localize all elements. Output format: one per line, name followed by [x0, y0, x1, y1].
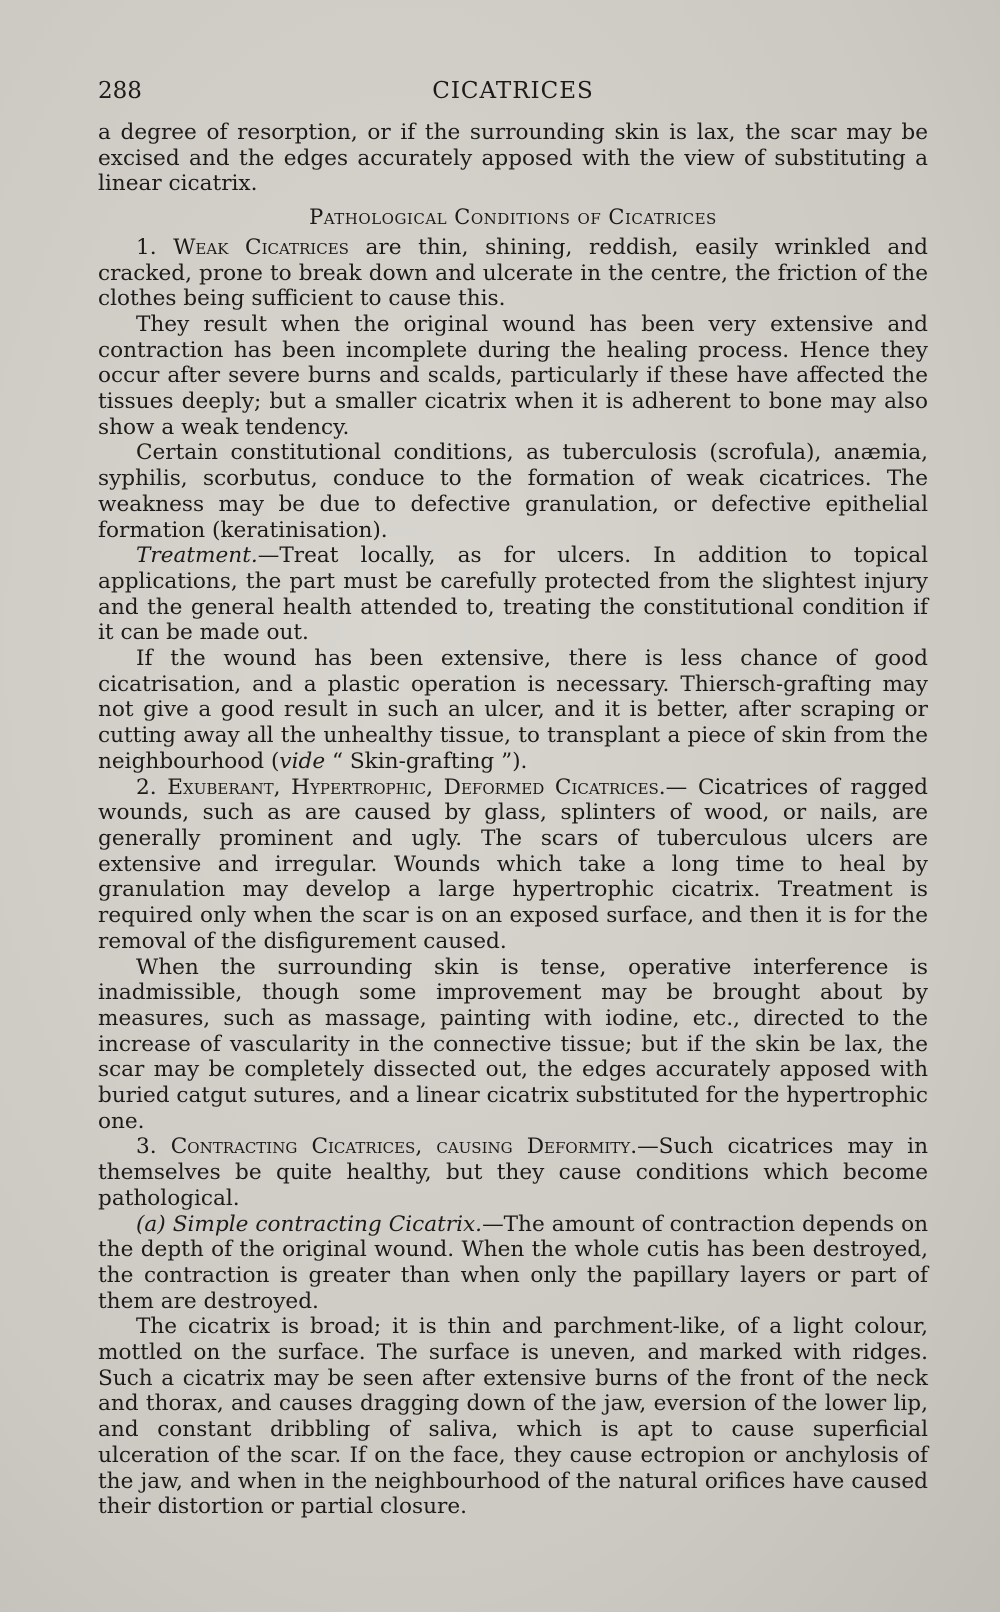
paragraph-broad-cicatrix: The cicatrix is broad; it is thin and parchment-like, of a light colour, mottled on the surface. The surface is uneven, and marked with ridges. Such a cicatrix may be seen after extensive burns of the front of the neck and thorax, and causes dragging down of the jaw, eversion of the lower lip, and constant dribbling of saliva, which is apt to cause superficial ulceration of the scar. If on the face, they cause ectropion or anchylosis of the jaw, and when in the neighbourhood of the natural orifices have caused their distortion or partial closure. [98, 1314, 928, 1520]
paragraph-constitutional: Certain constitutional conditions, as tuberculosis (scrofula), anæmia, syphilis, scorbutus, conduce to the formation of weak cicatrices. The weakness may be due to defective granulation, or defective epithelial formation (keratinisation). [98, 440, 928, 543]
paragraph-lead: 3. Contracting Cicatrices, causing Deformity. [136, 1134, 638, 1160]
paragraph-body-end: “ Skin-grafting ”). [325, 748, 528, 774]
paragraph-surrounding-skin: When the surrounding skin is tense, operative interference is inadmissible, though some improvement may be brought about by measures, such as massage, painting with iodine, etc., directed to the increase of vascularity in the connective tissue; but if the skin be lax, the scar may be completely dissected out, the edges accurately apposed with buried catgut sutures, and a linear cicatrix substituted for the hypertrophic one. [98, 954, 928, 1134]
body-text [98, 120, 928, 1520]
paragraph-body: are thin, shining, reddish, easily wrinkled and cracked, prone to break down and ulcerate in the centre, the friction of the clothes being sufficient to cause this. [98, 234, 928, 312]
running-title: CICATRICES [432, 78, 594, 104]
paragraph-body: —The amount of contraction depends on the depth of the original wound. When the whole cutis has been destroyed, the contraction is greater than when only the papillary layers or part of them are destroyed. [98, 1211, 928, 1314]
paragraph-lead: 2. Exuberant, Hypertrophic, Deformed Cicatrices. [136, 774, 666, 800]
section-heading: Pathological Conditions of Cicatrices [309, 205, 717, 230]
paragraph-body: —Such cicatrices may in themselves be quite healthy, but they cause conditions which become pathological. [98, 1134, 928, 1211]
paragraph-treatment [98, 543, 928, 646]
paragraph-exuberant-cicatrices [98, 775, 928, 955]
vide-reference: vide [279, 748, 326, 774]
paragraph-lead: Treatment. [136, 543, 258, 569]
paragraph-causes: They result when the original wound has been very extensive and contraction has been incomplete during the healing process. Hence they occur after severe burns and scalds, particularly if these have affected the tissues deeply; but a smaller cicatrix when it is adherent to bone may also show a weak tendency. [98, 311, 928, 440]
paragraph-simple-contracting [98, 1212, 928, 1315]
paragraph-extensive-wound [98, 646, 928, 775]
paragraph-lead: 1. Weak Cicatrices [136, 234, 349, 260]
paragraph-lead: (a) Simple contracting Cicatrix. [136, 1211, 483, 1237]
running-head [98, 78, 928, 112]
paragraph-continued: a degree of resorption, or if the surrounding skin is lax, the scar may be excised and the edges accurately apposed with the view of substituting a linear cicatrix. [98, 120, 928, 197]
paragraph-contracting-cicatrices [98, 1134, 928, 1211]
paragraph-body: —Treat locally, as for ulcers. In addition to topical applications, the part must be carefully protected from the slightest injury and the general health attended to, treating the constitutional condition if it can be made out. [98, 543, 928, 646]
paragraph-body: If the wound has been extensive, there is less chance of good cicatrisation, and a plastic operation is necessary. Thiersch-grafting may not give a good result in such an ulcer, and it is better, after scraping or cutting away all the unhealthy tissue, to transplant a piece of skin from the neighbourhood ( [98, 646, 928, 774]
paragraph-weak-cicatrices [98, 235, 928, 312]
book-page [98, 78, 928, 1520]
page-number: 288 [98, 78, 142, 104]
paragraph-body: — Cicatrices of ragged wounds, such as are caused by glass, splinters of wood, or nails, are generally prominent and ugly. The scars of tuberculous ulcers are extensive and irregular. Wounds which take a long time to heal by granulation may develop a large hypertrophic cicatrix. Treatment is required only when the scar is on an exposed surface, and then it is for the removal of the disfigurement caused. [98, 774, 928, 954]
